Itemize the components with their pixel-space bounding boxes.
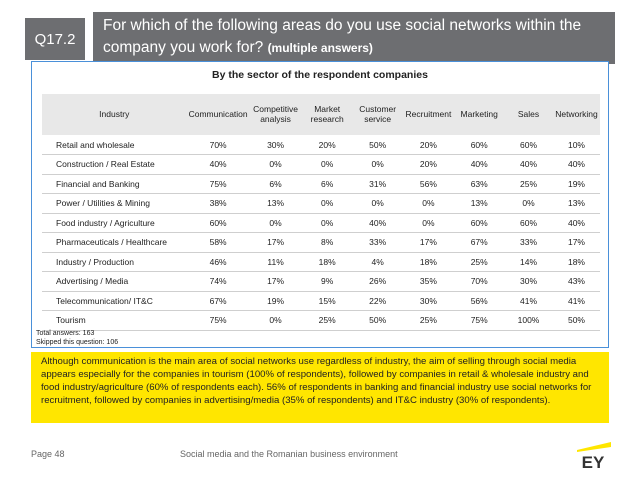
- value-cell: 33%: [504, 233, 553, 253]
- table-row: [42, 194, 600, 214]
- value-cell: 14%: [504, 252, 553, 272]
- value-cell: 40%: [454, 155, 504, 175]
- value-cell: 25%: [454, 252, 504, 272]
- table-row: [42, 213, 600, 233]
- value-cell: 38%: [187, 194, 250, 214]
- value-cell: 6%: [250, 174, 302, 194]
- value-cell: 56%: [402, 174, 454, 194]
- value-cell: 26%: [353, 272, 403, 292]
- question-badge: Q17.2: [25, 18, 85, 60]
- value-cell: 40%: [187, 155, 250, 175]
- value-cell: 70%: [454, 272, 504, 292]
- value-cell: 25%: [402, 311, 454, 331]
- industry-cell: Telecommunication/ IT&C: [42, 291, 187, 311]
- value-cell: 0%: [402, 194, 454, 214]
- value-cell: 56%: [454, 291, 504, 311]
- logo-text: EY: [581, 453, 605, 470]
- header: [0, 0, 638, 64]
- value-cell: 17%: [250, 233, 302, 253]
- column-header: Networking: [553, 94, 600, 135]
- value-cell: 50%: [553, 311, 600, 331]
- value-cell: 60%: [454, 213, 504, 233]
- value-cell: 18%: [553, 252, 600, 272]
- value-cell: 20%: [302, 135, 353, 155]
- value-cell: 9%: [302, 272, 353, 292]
- value-cell: 4%: [353, 252, 403, 272]
- value-cell: 0%: [353, 155, 403, 175]
- value-cell: 25%: [302, 311, 353, 331]
- value-cell: 50%: [353, 311, 403, 331]
- value-cell: 43%: [553, 272, 600, 292]
- value-cell: 10%: [553, 135, 600, 155]
- industry-cell: Pharmaceuticals / Healthcare: [42, 233, 187, 253]
- page-title: [93, 12, 615, 64]
- value-cell: 75%: [454, 311, 504, 331]
- value-cell: 18%: [302, 252, 353, 272]
- title-subtitle: (multiple answers): [267, 41, 373, 55]
- value-cell: 40%: [553, 155, 600, 175]
- value-cell: 13%: [553, 194, 600, 214]
- value-cell: 31%: [353, 174, 403, 194]
- value-cell: 8%: [302, 233, 353, 253]
- value-cell: 46%: [187, 252, 250, 272]
- value-cell: 40%: [353, 213, 403, 233]
- value-cell: 25%: [504, 174, 553, 194]
- industry-cell: Tourism: [42, 311, 187, 331]
- value-cell: 60%: [187, 213, 250, 233]
- table-panel: [31, 61, 609, 348]
- value-cell: 41%: [553, 291, 600, 311]
- value-cell: 0%: [302, 213, 353, 233]
- value-cell: 60%: [454, 135, 504, 155]
- skipped-count: Skipped this question: 106: [36, 339, 119, 346]
- column-header: Customer service: [353, 94, 403, 135]
- value-cell: 100%: [504, 311, 553, 331]
- industry-cell: Construction / Real Estate: [42, 155, 187, 175]
- value-cell: 30%: [250, 135, 302, 155]
- value-cell: 22%: [353, 291, 403, 311]
- value-cell: 63%: [454, 174, 504, 194]
- industry-cell: Power / Utilities & Mining: [42, 194, 187, 214]
- value-cell: 0%: [250, 311, 302, 331]
- value-cell: 30%: [504, 272, 553, 292]
- table-row: [42, 311, 600, 331]
- column-header: Industry: [42, 94, 187, 135]
- table-header-row: [42, 94, 600, 135]
- value-cell: 75%: [187, 174, 250, 194]
- industry-cell: Food industry / Agriculture: [42, 213, 187, 233]
- value-cell: 11%: [250, 252, 302, 272]
- table-row: [42, 291, 600, 311]
- table-title: By the sector of the respondent companies: [212, 69, 428, 81]
- value-cell: 19%: [250, 291, 302, 311]
- ey-logo-icon: [573, 440, 613, 470]
- value-cell: 74%: [187, 272, 250, 292]
- data-table: [42, 94, 600, 331]
- value-cell: 40%: [504, 155, 553, 175]
- page-number: Page 48: [31, 449, 65, 459]
- table-row: [42, 272, 600, 292]
- value-cell: 18%: [402, 252, 454, 272]
- total-answers: Total answers: 163: [36, 330, 95, 337]
- industry-cell: Retail and wholesale: [42, 135, 187, 155]
- industry-cell: Financial and Banking: [42, 174, 187, 194]
- value-cell: 40%: [553, 213, 600, 233]
- value-cell: 17%: [553, 233, 600, 253]
- column-header: Marketing: [454, 94, 504, 135]
- industry-cell: Advertising / Media: [42, 272, 187, 292]
- value-cell: 0%: [302, 155, 353, 175]
- column-header: Competitive analysis: [250, 94, 302, 135]
- value-cell: 20%: [402, 155, 454, 175]
- column-header: Sales: [504, 94, 553, 135]
- value-cell: 6%: [302, 174, 353, 194]
- value-cell: 0%: [504, 194, 553, 214]
- value-cell: 17%: [402, 233, 454, 253]
- value-cell: 70%: [187, 135, 250, 155]
- column-header: Market research: [302, 94, 353, 135]
- value-cell: 15%: [302, 291, 353, 311]
- value-cell: 50%: [353, 135, 403, 155]
- value-cell: 13%: [454, 194, 504, 214]
- column-header: Communication: [187, 94, 250, 135]
- industry-cell: Industry / Production: [42, 252, 187, 272]
- table-row: [42, 135, 600, 155]
- value-cell: 41%: [504, 291, 553, 311]
- value-cell: 58%: [187, 233, 250, 253]
- title-text: For which of the following areas do you use social networks within the company you work for?: [103, 17, 582, 56]
- value-cell: 60%: [504, 213, 553, 233]
- value-cell: 0%: [250, 155, 302, 175]
- value-cell: 35%: [402, 272, 454, 292]
- value-cell: 0%: [353, 194, 403, 214]
- summary-note: Although communication is the main area of social networks use regardless of industry, the aim of selling through social media appears especially for the companies in tourism (100% of respondents), followed by companies in retail & wholesale industry and food industry/agriculture (60% of respondents each). 56% of respondents in banking and financial industry use social networks for recruitment, followed by companies in advertising/media (35% of respondents) and IT&C industry (30% of respondents).: [31, 352, 609, 423]
- answer-counts: [36, 329, 118, 347]
- value-cell: 13%: [250, 194, 302, 214]
- value-cell: 67%: [454, 233, 504, 253]
- value-cell: 19%: [553, 174, 600, 194]
- value-cell: 60%: [504, 135, 553, 155]
- value-cell: 0%: [250, 213, 302, 233]
- value-cell: 75%: [187, 311, 250, 331]
- table-row: [42, 233, 600, 253]
- value-cell: 67%: [187, 291, 250, 311]
- table-row: [42, 252, 600, 272]
- value-cell: 0%: [402, 213, 454, 233]
- column-header: Recruitment: [402, 94, 454, 135]
- footer-text: Social media and the Romanian business environment: [180, 449, 398, 459]
- value-cell: 20%: [402, 135, 454, 155]
- value-cell: 0%: [302, 194, 353, 214]
- value-cell: 17%: [250, 272, 302, 292]
- table-row: [42, 155, 600, 175]
- value-cell: 30%: [402, 291, 454, 311]
- table-row: [42, 174, 600, 194]
- value-cell: 33%: [353, 233, 403, 253]
